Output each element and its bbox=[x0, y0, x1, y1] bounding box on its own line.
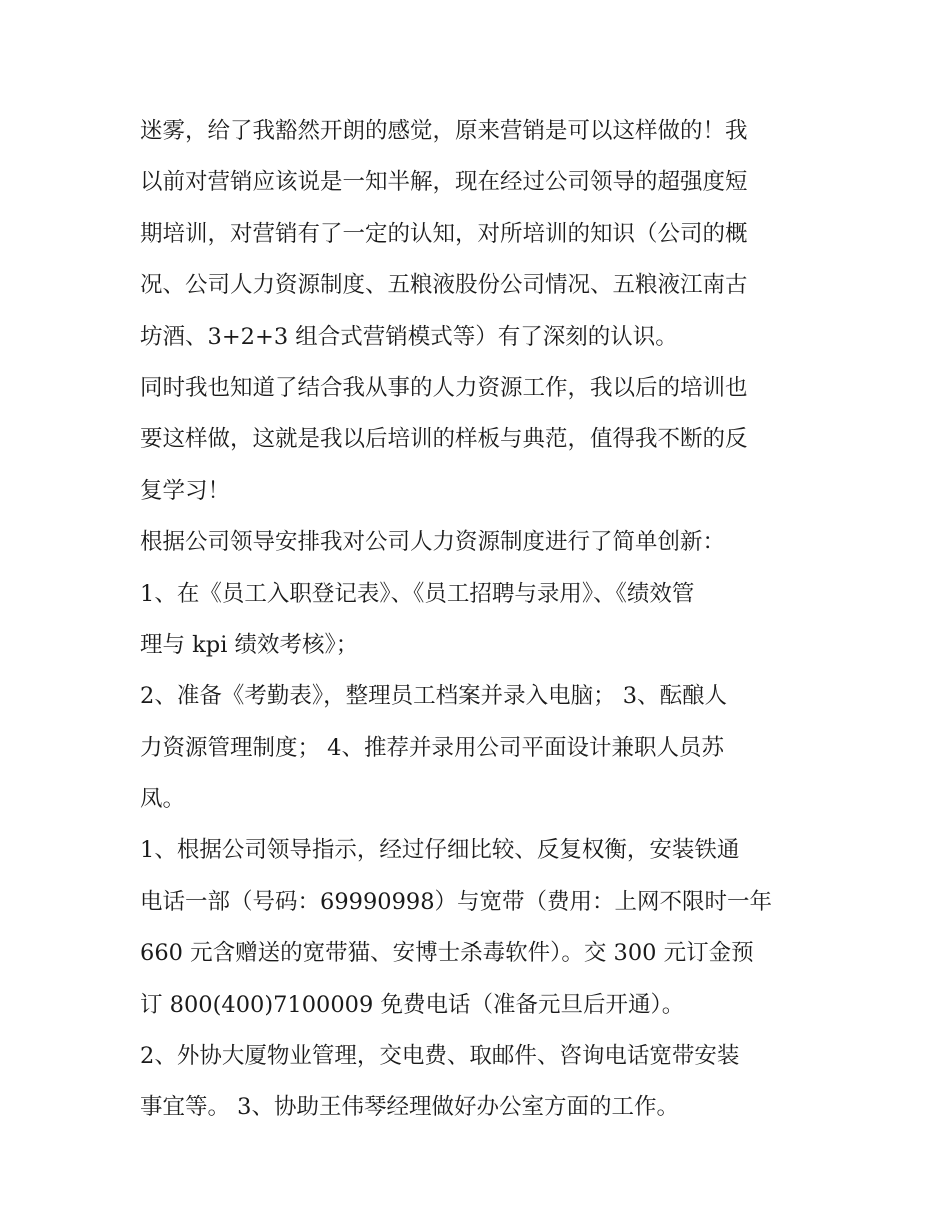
text-line: 根据公司领导安排我对公司人力资源制度进行了简单创新： bbox=[140, 529, 726, 556]
text-line: 同时我也知道了结合我从事的人力资源工作，我以后的培训也 bbox=[140, 374, 748, 401]
text-line: 复学习！ bbox=[140, 477, 231, 504]
document-body bbox=[140, 106, 815, 1134]
text-line: 力资源管理制度； 4、推荐并录用公司平面设计兼职人员苏 bbox=[140, 734, 724, 761]
text-line: 理与 kpi 绩效考核》； bbox=[140, 631, 359, 658]
text-line: 事宜等。 3、协助王伟琴经理做好办公室方面的工作。 bbox=[140, 1094, 679, 1121]
text-line: 1、在《员工入职登记表》、《员工招聘与录用》、《绩效管 bbox=[140, 580, 695, 607]
text-line: 凤。 bbox=[140, 786, 186, 813]
text-line: 期培训，对营销有了一定的认知，对所培训的知识（公司的概 bbox=[140, 220, 748, 247]
text-line: 2、外协大厦物业管理，交电费、取邮件、咨询电话宽带安装 bbox=[140, 1043, 740, 1070]
text-line: 1、根据公司领导指示，经过仔细比较、反复权衡，安装铁通 bbox=[140, 837, 740, 864]
text-line: 订 800(400)7100009 免费电话（准备元旦后开通）。 bbox=[140, 991, 685, 1018]
text-line: 电话一部（号码：69990998）与宽带（费用：上网不限时一年 bbox=[140, 888, 773, 915]
text-line: 迷雾，给了我豁然开朗的感觉，原来营销是可以这样做的！我 bbox=[140, 118, 748, 144]
text-line: 要这样做，这就是我以后培训的样板与典范，值得我不断的反 bbox=[140, 426, 748, 453]
text-line: 坊酒、3+2+3 组合式营销模式等）有了深刻的认识。 bbox=[140, 323, 678, 350]
text-line: 况、公司人力资源制度、五粮液股份公司情况、五粮液江南古 bbox=[140, 272, 748, 299]
text-line: 以前对营销应该说是一知半解，现在经过公司领导的超强度短 bbox=[140, 169, 748, 196]
text-line: 2、准备《考勤表》，整理员工档案并录入电脑； 3、酝酿人 bbox=[140, 683, 728, 710]
text-line: 660 元含赠送的宽带猫、安博士杀毒软件）。交 300 元订金预 bbox=[140, 940, 754, 967]
